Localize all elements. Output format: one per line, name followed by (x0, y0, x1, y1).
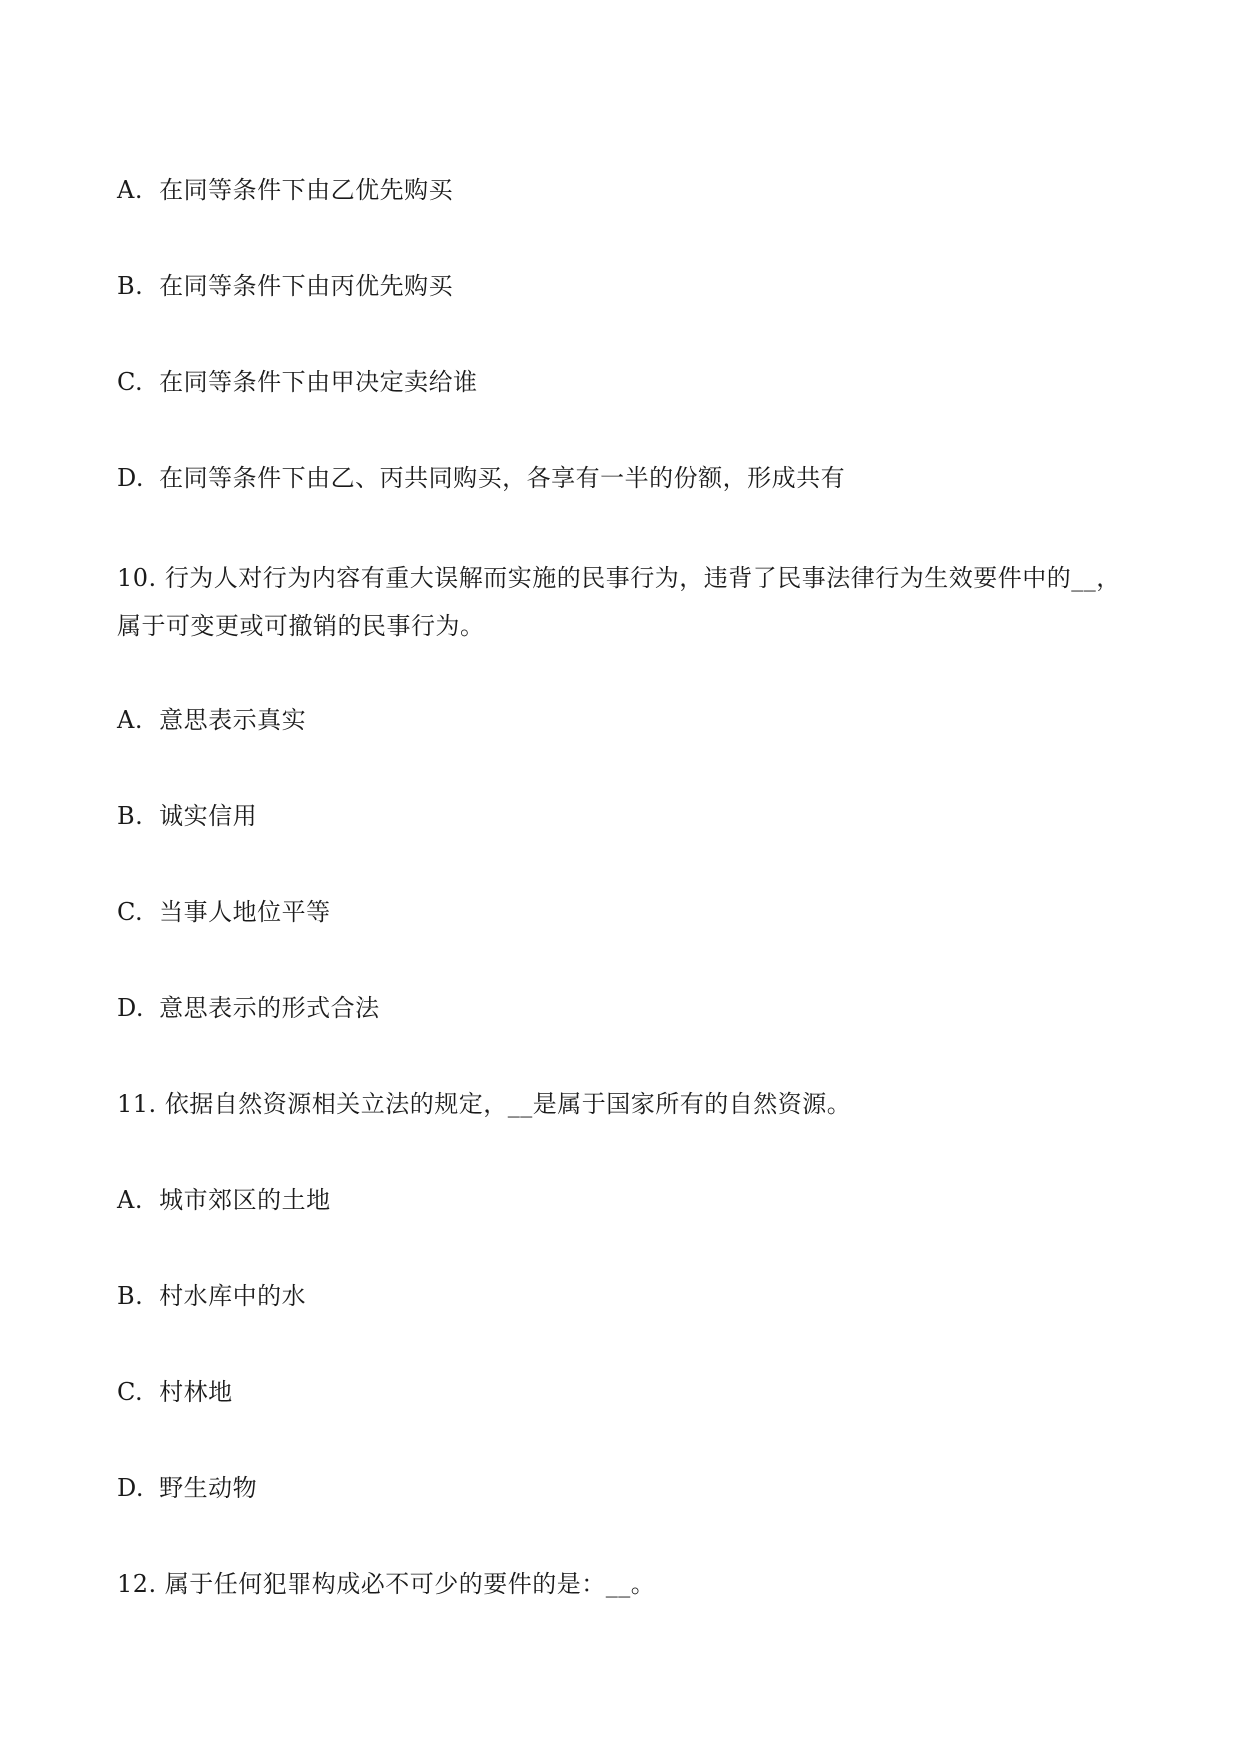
q10-option-d (117, 990, 380, 1026)
q11-option-c (117, 1374, 233, 1410)
question-number: 12. (117, 1570, 157, 1598)
q11-stem (117, 1086, 851, 1122)
question-number: 10. (117, 564, 157, 592)
option-text: 在同等条件下由甲决定卖给谁 (159, 368, 478, 396)
option-label: C. (117, 368, 144, 396)
q12-stem (117, 1566, 655, 1602)
option-text: 意思表示的形式合法 (159, 994, 380, 1022)
option-text: 在同等条件下由乙、丙共同购买，各享有一半的份额，形成共有 (159, 464, 846, 492)
option-label: B. (117, 1282, 144, 1310)
option-label: C. (117, 898, 144, 926)
q9-option-d (117, 460, 845, 496)
q9-option-c (117, 364, 478, 400)
q10-option-b (117, 798, 257, 834)
q11-option-b (117, 1278, 306, 1314)
q9-option-a (117, 172, 453, 208)
option-label: A. (117, 176, 143, 204)
option-label: B. (117, 802, 144, 830)
option-text: 城市郊区的土地 (159, 1186, 331, 1214)
option-text: 在同等条件下由乙优先购买 (159, 176, 454, 204)
q9-option-b (117, 268, 453, 304)
question-text: 行为人对行为内容有重大误解而实施的民事行为，违背了民事法律行为生效要件中的__，属于可变更或可撤销的民事行为。 (117, 564, 1121, 640)
q10-option-c (117, 894, 331, 930)
option-text: 当事人地位平等 (159, 898, 331, 926)
q10-stem (117, 554, 1127, 650)
option-text: 诚实信用 (159, 802, 258, 830)
q11-option-d (117, 1470, 257, 1506)
option-text: 野生动物 (159, 1474, 258, 1502)
option-text: 村林地 (159, 1378, 233, 1406)
option-label: A. (117, 706, 143, 734)
question-text: 属于任何犯罪构成必不可少的要件的是：__。 (164, 1570, 656, 1598)
option-label: B. (117, 272, 144, 300)
question-text: 依据自然资源相关立法的规定，__是属于国家所有的自然资源。 (164, 1090, 852, 1118)
option-label: A. (117, 1186, 143, 1214)
option-label: D. (117, 464, 145, 492)
option-text: 在同等条件下由丙优先购买 (159, 272, 454, 300)
q10-option-a (117, 702, 306, 738)
question-number: 11. (117, 1090, 157, 1118)
option-label: C. (117, 1378, 144, 1406)
q11-option-a (117, 1182, 331, 1218)
option-text: 村水库中的水 (159, 1282, 307, 1310)
option-label: D. (117, 1474, 145, 1502)
option-label: D. (117, 994, 145, 1022)
option-text: 意思表示真实 (159, 706, 307, 734)
